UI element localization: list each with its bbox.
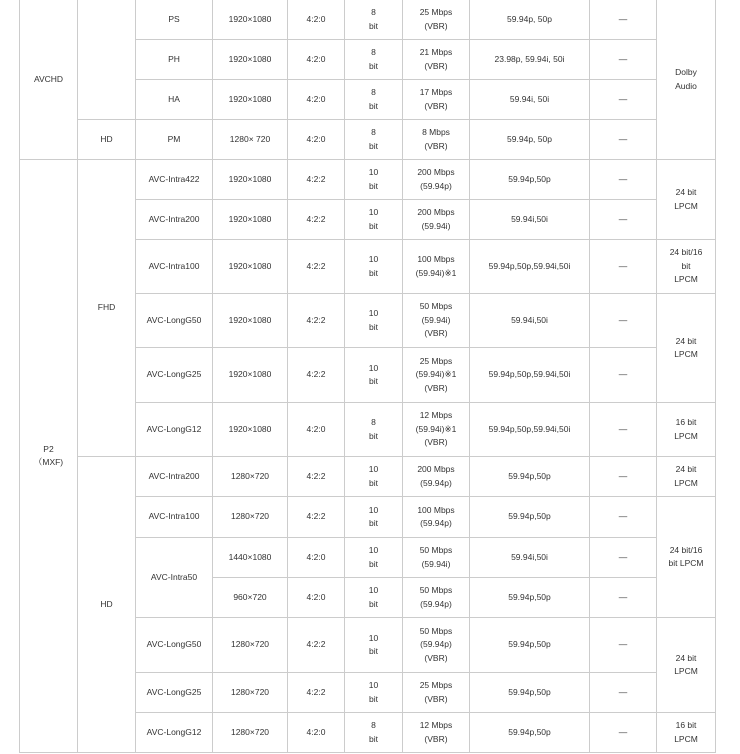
sampling-cell: 4:2:0 (288, 120, 345, 160)
sampling-cell: 4:2:2 (288, 240, 345, 294)
audio-cell: 16 bit LPCM (657, 713, 716, 753)
size-cell: 1280×720 (213, 713, 288, 753)
frame-cell: 59.94i,50i (470, 294, 590, 348)
extra-cell: — (590, 200, 657, 240)
mode-cell: AVC-Intra200 (136, 200, 213, 240)
bitrate-cell: 17 Mbps (VBR) (403, 80, 470, 120)
size-cell: 1280×720 (213, 457, 288, 497)
recording-format-table (19, 0, 716, 753)
bitrate-cell: 25 Mbps (VBR) (403, 0, 470, 40)
sampling-cell: 4:2:0 (288, 713, 345, 753)
size-cell: 1920×1080 (213, 160, 288, 200)
frame-cell: 59.94p,50p (470, 673, 590, 713)
mode-cell: AVC-LongG12 (136, 403, 213, 457)
mode-cell: AVC-Intra100 (136, 240, 213, 294)
table-row (20, 160, 716, 200)
audio-cell: 24 bit/16 bit LPCM (657, 497, 716, 618)
bitrate-cell: 200 Mbps (59.94p) (403, 160, 470, 200)
audio-cell: 24 bit LPCM (657, 457, 716, 497)
extra-cell: — (590, 160, 657, 200)
bitrate-cell: 50 Mbps (59.94p) (403, 578, 470, 618)
depth-cell: 8 bit (345, 713, 403, 753)
bitrate-cell: 8 Mbps (VBR) (403, 120, 470, 160)
extra-cell: — (590, 294, 657, 348)
sampling-cell: 4:2:0 (288, 403, 345, 457)
extra-cell: — (590, 40, 657, 80)
sampling-cell: 4:2:2 (288, 294, 345, 348)
extra-cell: — (590, 0, 657, 40)
table-row (20, 0, 716, 40)
bitrate-cell: 50 Mbps (59.94i) (VBR) (403, 294, 470, 348)
bitrate-cell: 200 Mbps (59.94p) (403, 457, 470, 497)
depth-cell: 10 bit (345, 618, 403, 673)
depth-cell: 8 bit (345, 40, 403, 80)
size-cell: 1280×720 (213, 618, 288, 673)
mode-cell: AVC-Intra50 (136, 538, 213, 618)
extra-cell: — (590, 403, 657, 457)
sampling-cell: 4:2:2 (288, 200, 345, 240)
frame-cell: 59.94p,50p,59.94i,50i (470, 240, 590, 294)
depth-cell: 8 bit (345, 120, 403, 160)
size-cell: 1920×1080 (213, 240, 288, 294)
depth-cell: 10 bit (345, 457, 403, 497)
depth-cell: 10 bit (345, 578, 403, 618)
mode-cell: HA (136, 80, 213, 120)
audio-cell: Dolby Audio (657, 0, 716, 160)
bitrate-cell: 25 Mbps (VBR) (403, 673, 470, 713)
size-cell: 1920×1080 (213, 80, 288, 120)
extra-cell: — (590, 538, 657, 578)
bitrate-cell: 12 Mbps (59.94i)※1 (VBR) (403, 403, 470, 457)
extra-cell: — (590, 497, 657, 538)
size-cell: 1280× 720 (213, 120, 288, 160)
frame-cell: 59.94p,50p (470, 160, 590, 200)
frame-cell: 59.94p,50p,59.94i,50i (470, 348, 590, 403)
size-cell: 1280×720 (213, 673, 288, 713)
sampling-cell: 4:2:0 (288, 40, 345, 80)
depth-cell: 10 bit (345, 497, 403, 538)
table-row (20, 120, 716, 160)
depth-cell: 8 bit (345, 0, 403, 40)
bitrate-cell: 21 Mbps (VBR) (403, 40, 470, 80)
mode-cell: PH (136, 40, 213, 80)
mode-cell: AVC-Intra100 (136, 497, 213, 538)
depth-cell: 8 bit (345, 80, 403, 120)
bitrate-cell: 50 Mbps (59.94p) (VBR) (403, 618, 470, 673)
audio-cell: 24 bit LPCM (657, 160, 716, 240)
frame-cell: 59.94p, 50p (470, 0, 590, 40)
resolution-cell: HD (78, 120, 136, 160)
size-cell: 1280×720 (213, 497, 288, 538)
bitrate-cell: 100 Mbps (59.94i)※1 (403, 240, 470, 294)
mode-cell: AVC-LongG50 (136, 618, 213, 673)
sampling-cell: 4:2:2 (288, 497, 345, 538)
sampling-cell: 4:2:2 (288, 457, 345, 497)
extra-cell: — (590, 618, 657, 673)
size-cell: 1440×1080 (213, 538, 288, 578)
depth-cell: 10 bit (345, 673, 403, 713)
extra-cell: — (590, 120, 657, 160)
mode-cell: AVC-LongG25 (136, 673, 213, 713)
extra-cell: — (590, 80, 657, 120)
size-cell: 1920×1080 (213, 40, 288, 80)
frame-cell: 23.98p, 59.94i, 50i (470, 40, 590, 80)
depth-cell: 10 bit (345, 294, 403, 348)
sampling-cell: 4:2:0 (288, 80, 345, 120)
audio-cell: 24 bit/16 bit LPCM (657, 240, 716, 294)
bitrate-cell: 100 Mbps (59.94p) (403, 497, 470, 538)
depth-cell: 10 bit (345, 348, 403, 403)
resolution-cell: HD (78, 457, 136, 753)
depth-cell: 8 bit (345, 403, 403, 457)
bitrate-cell: 200 Mbps (59.94i) (403, 200, 470, 240)
mode-cell: AVC-Intra422 (136, 160, 213, 200)
sampling-cell: 4:2:2 (288, 160, 345, 200)
mode-cell: PM (136, 120, 213, 160)
table-row (20, 457, 716, 497)
sampling-cell: 4:2:2 (288, 618, 345, 673)
bitrate-cell: 12 Mbps (VBR) (403, 713, 470, 753)
extra-cell: — (590, 457, 657, 497)
extra-cell: — (590, 240, 657, 294)
audio-cell: 16 bit LPCM (657, 403, 716, 457)
sampling-cell: 4:2:2 (288, 673, 345, 713)
frame-cell: 59.94p,50p,59.94i,50i (470, 403, 590, 457)
sampling-cell: 4:2:0 (288, 538, 345, 578)
size-cell: 1920×1080 (213, 294, 288, 348)
size-cell: 1920×1080 (213, 200, 288, 240)
format-cell: AVCHD (20, 0, 78, 160)
depth-cell: 10 bit (345, 538, 403, 578)
mode-cell: AVC-LongG12 (136, 713, 213, 753)
resolution-cell (78, 0, 136, 120)
mode-cell: AVC-Intra200 (136, 457, 213, 497)
bitrate-cell: 25 Mbps (59.94i)※1 (VBR) (403, 348, 470, 403)
extra-cell: — (590, 348, 657, 403)
size-cell: 960×720 (213, 578, 288, 618)
extra-cell: — (590, 713, 657, 753)
mode-cell: AVC-LongG25 (136, 348, 213, 403)
frame-cell: 59.94p,50p (470, 713, 590, 753)
sampling-cell: 4:2:0 (288, 0, 345, 40)
frame-cell: 59.94i, 50i (470, 80, 590, 120)
frame-cell: 59.94p, 50p (470, 120, 590, 160)
format-cell: P2 （MXF) (20, 160, 78, 753)
extra-cell: — (590, 673, 657, 713)
sampling-cell: 4:2:2 (288, 348, 345, 403)
depth-cell: 10 bit (345, 200, 403, 240)
frame-cell: 59.94p,50p (470, 457, 590, 497)
audio-cell: 24 bit LPCM (657, 294, 716, 403)
frame-cell: 59.94p,50p (470, 497, 590, 538)
extra-cell: — (590, 578, 657, 618)
bitrate-cell: 50 Mbps (59.94i) (403, 538, 470, 578)
audio-cell: 24 bit LPCM (657, 618, 716, 713)
size-cell: 1920×1080 (213, 0, 288, 40)
frame-cell: 59.94i,50i (470, 538, 590, 578)
depth-cell: 10 bit (345, 240, 403, 294)
frame-cell: 59.94p,50p (470, 578, 590, 618)
size-cell: 1920×1080 (213, 403, 288, 457)
frame-cell: 59.94p,50p (470, 618, 590, 673)
frame-cell: 59.94i,50i (470, 200, 590, 240)
size-cell: 1920×1080 (213, 348, 288, 403)
depth-cell: 10 bit (345, 160, 403, 200)
mode-cell: PS (136, 0, 213, 40)
resolution-cell: FHD (78, 160, 136, 457)
mode-cell: AVC-LongG50 (136, 294, 213, 348)
sampling-cell: 4:2:0 (288, 578, 345, 618)
